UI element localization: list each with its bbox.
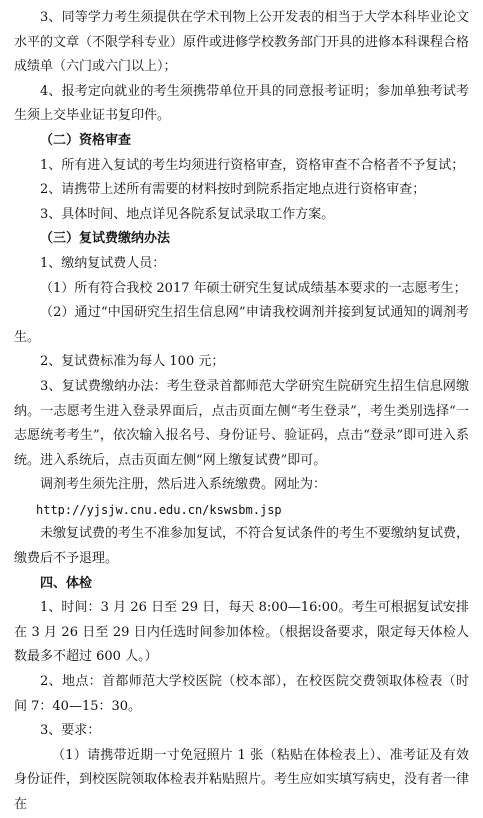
- paragraph-review-item-1: 1、所有进入复试的考生均须进行资格审查，资格审查不合格者不予复试；: [40, 157, 465, 173]
- section-heading-physical-exam: 四、体检: [40, 575, 93, 591]
- paragraph-review-item-2: 2、请携带上述所有需要的材料按时到院系指定地点进行资格审查；: [40, 182, 426, 198]
- paragraph-exam-time: 1、时间：3 月 26 日至 29 日，每天 8:00—16:00。考生可根据复试安排在 3 月 26 日至 29 日内任选时间参加体检。（根据设备要求，限定每天体检人数最多不超过 600 人。）: [14, 600, 469, 665]
- section-heading-fee-payment: （三）复试费缴纳办法: [40, 231, 171, 247]
- payment-url: http://yjsjw.cnu.edu.cn/kswsbm.jsp: [36, 502, 282, 517]
- section-heading-qualification-review: （二）资格审查: [40, 132, 132, 148]
- paragraph-exam-requirement-1: （1）请携带近期一寸免冠照片 1 张（粘贴在体检表上）、准考证及有效身份证件，到校医院领取体检表并粘贴照片。考生应如实填写病史，没有者一律在: [14, 747, 470, 812]
- paragraph-fee-standard: 2、复试费标准为每人 100 元；: [40, 354, 225, 370]
- paragraph-fee-payers-2: （2）通过“中国研究生招生信息网”申请我校调剂并接到复试通知的调剂考生。: [14, 305, 469, 345]
- paragraph-directed-employment-proof: 4、报考定向就业的考生须携带单位开具的同意报考证明；参加单独考试考生须上交毕业证书复印件。: [14, 83, 469, 124]
- paragraph-exam-location: 2、地点：首都师范大学校医院（校本部），在校医院交费领取体检表（时间 7：40—15：30。: [14, 674, 469, 714]
- paragraph-fee-payers-1: （1）所有符合我校 2017 年硕士研究生复试成绩基本要求的一志愿考生；: [40, 280, 467, 296]
- paragraph-exam-requirements: 3、要求：: [40, 723, 101, 739]
- paragraph-transfer-registration: 调剂考生须先注册，然后进入系统缴费。网址为：: [40, 477, 327, 493]
- paragraph-fee-payers: 1、缴纳复试费人员：: [40, 255, 166, 271]
- paragraph-fee-method: 3、复试费缴纳办法：考生登录首都师范大学研究生院研究生招生信息网缴纳。一志愿考生进入登录界面后，点击页面左侧“考生登录”，考生类别选择“一志愿统考考生”，依次输入报名号、身份证号、验证码，点击“登录”即可进入系统。进入系统后，点击页面左侧“网上缴复试费”即可。: [14, 378, 469, 468]
- paragraph-review-item-3: 3、具体时间、地点详见各院系复试录取工作方案。: [40, 206, 335, 222]
- paragraph-equal-education-requirement: 3、同等学力考生须提供在学术刊物上公开发表的相当于大学本科毕业论文水平的文章（不限学科专业）原件或进修学校教务部门开具的进修本科课程合格成绩单（六门或六门以上）；: [14, 10, 470, 75]
- paragraph-unpaid-notice: 未缴复试费的考生不准参加复试，不符合复试条件的考生不要缴纳复试费，缴费后不予退理。: [14, 526, 470, 567]
